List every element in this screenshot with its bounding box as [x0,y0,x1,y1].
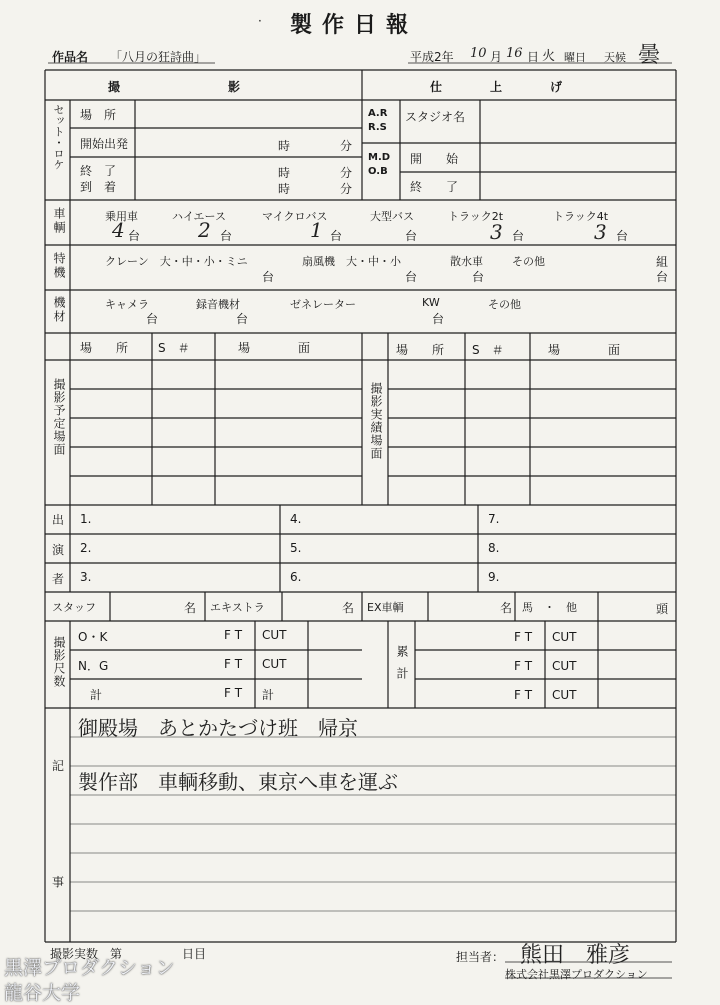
depart-label: 開始出発 [80,137,129,151]
company-name: 株式会社黒澤プロダクション [505,968,648,981]
vehicle-hiace-label: ハイエース [172,210,227,223]
notes-label-1: 記 [52,759,65,773]
equipment-other-label: その他 [488,298,521,311]
crane-unit: 台 [262,270,275,284]
notes-label-2: 事 [52,875,65,889]
vehicle-car-count: 4 [112,218,125,242]
vehicle-truck2-unit: 台 [512,229,525,243]
cast-number-2: 2. [80,541,92,555]
vehicle-car-unit: 台 [128,229,141,243]
scene-place-header-2: 場 所 [396,343,445,357]
extra-unit: 名 [342,601,355,615]
extra-label: エキストラ [210,601,265,614]
vehicle-truck2-label: トラック2t [448,210,504,223]
ob-label: O.B [368,166,388,177]
day-value: 16 [506,46,523,61]
horse-unit: 頭 [656,602,669,616]
cum-cut-2: CUT [552,659,577,673]
vehicle-truck4-count: 3 [594,220,607,244]
scene-header-1: 場 面 [238,341,311,355]
vehicle-bus-label: 大型バス [370,210,414,223]
footage-total-label: 計 [90,688,103,702]
vehicle-truck4-label: トラック4t [553,210,609,223]
rs-label: R.S [368,122,387,133]
footage-ng-label: N．G [78,659,109,673]
cast-number-4: 4. [290,512,302,526]
cut-total-label: 計 [262,688,275,702]
weather-value: 曇 [638,43,661,68]
cast-number-9: 9. [488,570,500,584]
cast-number-8: 8. [488,541,500,555]
ft-ng: F T [224,657,243,671]
end-label: 終 了 [80,164,117,178]
recorder-unit: 台 [236,312,249,326]
day-label: 日 [527,50,540,64]
vehicles-label: 車輌 [52,207,66,235]
fan-unit: 台 [405,270,418,284]
cum-cut-3: CUT [552,688,577,702]
hour-label-2: 時 [278,166,291,180]
weekday-label: 曜日 [564,51,586,64]
watermark-line-1: 黒澤プロダクション [4,957,175,979]
month-label: 月 [490,50,503,64]
equipment-label: 機材 [52,296,66,324]
era-year: 平成2年 [410,50,454,64]
staff-unit: 名 [184,601,197,615]
cast-label-3: 者 [52,572,65,586]
generator-unit: 台 [432,312,445,326]
hour-label-1: 時 [278,139,291,153]
recorder-label: 録音機材 [196,298,240,311]
finish-label: 終 了 [410,180,459,194]
cast-number-3: 3. [80,570,92,584]
cum-ft-3: F T [514,688,533,702]
actual-scenes-label: 撮影実績場面 [369,382,383,460]
place-label: 場 所 [80,108,117,122]
cum-ft-1: F T [514,630,533,644]
person-in-charge-label: 担当者： [456,950,505,964]
cast-number-6: 6. [290,570,302,584]
md-label: M.D [368,152,391,163]
generator-label: ゼネレーター [290,298,356,311]
notes-line-2: 製作部 車輌移動、東京へ車を運ぶ [78,770,398,794]
special-other-unit: 台 [656,270,669,284]
special-other-label: その他 [512,255,545,268]
notes-line-1: 御殿場 あとかたづけ班 帰京 [78,716,358,740]
arrive-label: 到 着 [80,180,117,194]
cumulative-label: 累計 [395,645,409,689]
month-value: 10 [470,46,487,61]
minute-label-1: 分 [340,139,353,153]
fan-label: 扇風機 大・中・小 [302,255,401,268]
scene-header-2: 場 面 [548,343,621,357]
cut-ng: CUT [262,657,287,671]
special-equipment-label: 特機 [52,252,66,280]
ex-vehicle-unit: 名 [500,601,513,615]
cast-number-7: 7. [488,512,500,526]
vehicle-microbus-label: マイクロバス [262,210,328,223]
report-title: 製作日報 [290,13,419,38]
vehicle-truck4-unit: 台 [616,229,629,243]
vehicle-microbus-unit: 台 [330,229,343,243]
water-truck-label: 散水車 [450,255,483,268]
crane-label: クレーン 大・中・小・ミニ [105,255,248,268]
scene-s-header-1: S ＃ [158,341,190,355]
minute-label-2: 分 [340,166,353,180]
weekday-value: 火 [542,49,556,64]
cum-ft-2: F T [514,659,533,673]
horse-label: 馬 ・ 他 [522,601,577,614]
start-label: 開 始 [410,152,459,166]
title-dot: · [258,14,262,28]
planned-scenes-label: 撮影予定場面 [52,378,66,456]
ft-total: F T [224,686,243,700]
ar-label: A.R [368,108,388,119]
work-title-value: 「八月の狂詩曲」 [110,50,207,64]
vehicle-car-label: 乗用車 [105,210,138,223]
ex-vehicle-label: EX車輌 [367,601,404,614]
vehicle-hiace-unit: 台 [220,229,233,243]
vehicle-truck2-count: 3 [490,220,503,244]
water-truck-unit: 台 [472,270,485,284]
camera-label: キャメラ [105,298,149,311]
vehicle-hiace-count: 2 [198,218,211,242]
cut-ok: CUT [262,628,287,642]
special-kumi-label: 組 [656,255,669,269]
footage-ok-label: O・K [78,630,108,644]
hour-label-3: 時 [278,182,291,196]
ft-ok: F T [224,628,243,642]
footage-label: 撮影尺数 [52,636,66,688]
shooting-days-label: 撮影実数 第 日目 [50,947,207,961]
finishing-header: 仕 上 げ [430,80,563,94]
shooting-header: 撮 影 [108,80,241,94]
vehicle-bus-unit: 台 [405,229,418,243]
cast-label-1: 出 [52,513,65,527]
watermark-line-2: 龍谷大学 [4,982,81,1004]
scene-s-header-2: S ＃ [472,343,504,357]
cast-number-5: 5. [290,541,302,555]
kw-label: KW [422,296,440,309]
cast-label-2: 演 [52,543,65,557]
minute-label-3: 分 [340,182,353,196]
person-in-charge-name: 熊田 雅彦 [520,943,631,968]
camera-unit: 台 [146,312,159,326]
cum-cut-1: CUT [552,630,577,644]
set-location-label: セット・ロケ [52,104,65,170]
cast-number-1: 1. [80,512,92,526]
scene-place-header-1: 場 所 [80,341,129,355]
studio-label: スタジオ名 [405,110,466,124]
weather-label: 天候 [604,51,626,64]
vehicle-microbus-count: 1 [310,218,323,242]
work-title-label: 作品名 [52,50,89,64]
staff-label: スタッフ [52,601,96,614]
